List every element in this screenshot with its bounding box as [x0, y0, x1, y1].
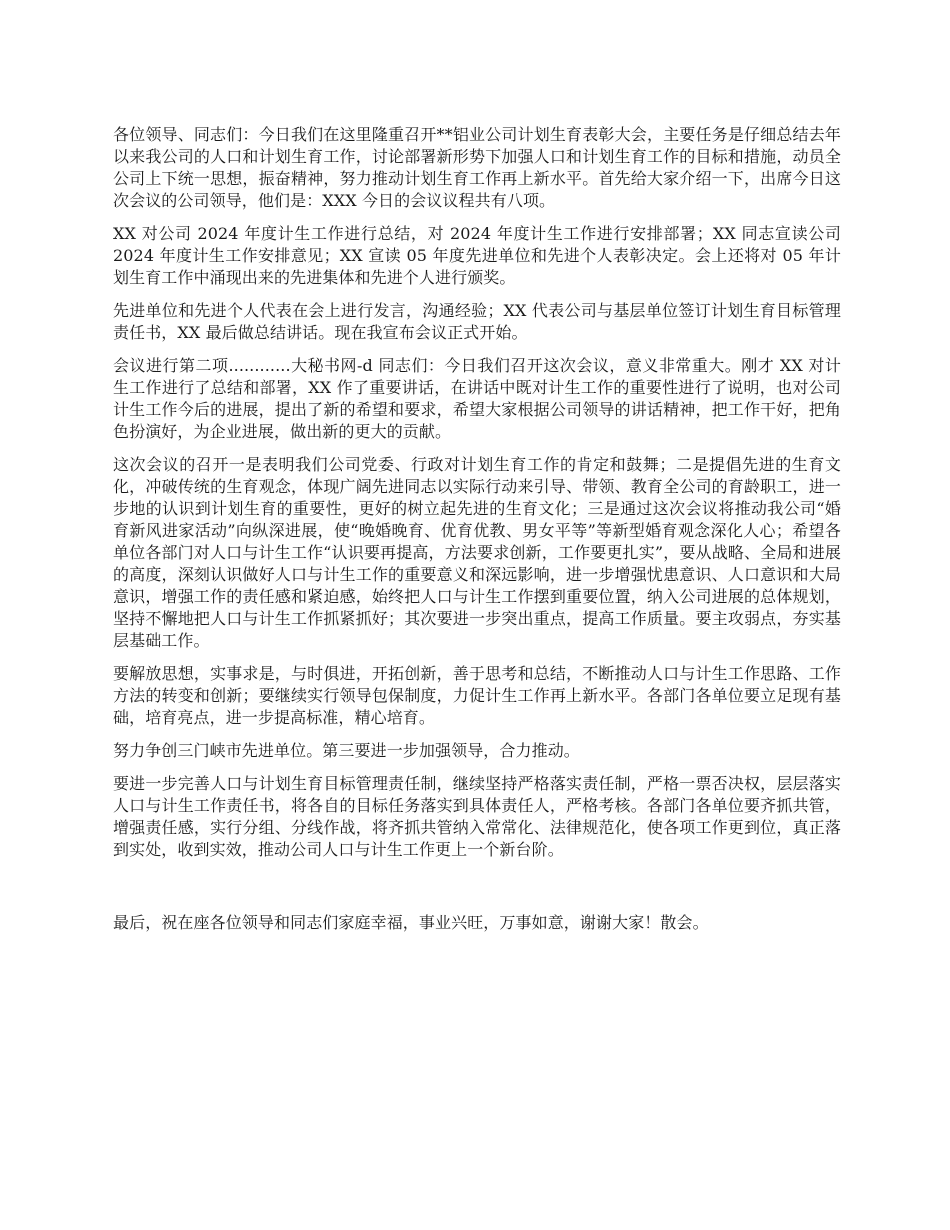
document-body	[113, 124, 841, 945]
paragraph-significance: 这次会议的召开一是表明我们公司党委、行政对计划生育工作的肯定和鼓舞；二是提倡先进的生育文化，冲破传统的生育观念，体现广阔先进同志以实际行动来引导、带领、教育全公司的育龄职工，进一步地的认识到计划生育的重要性，更好的树立起先进的生育文化；三是通过这次会议将推动我公司“婚育新风进家活动”向纵深进展，使“晚婚晚育、优育优教、男女平等”等新型婚育观念深化人心；希望各单位各部门对人口与计生工作“认识要再提高，方法要求创新，工作要更扎实”，要从战略、全局和进展的高度，深刻认识做好人口与计生工作的重要意义和深远影响，进一步增强忧患意识、人口意识和大局意识，增强工作的责任感和紧迫感，始终把人口与计生工作摆到重要位置，纳入公司进展的总体规划，坚持不懈地把人口与计生工作抓紧抓好；其次要进一步突出重点，提高工作质量。要主攻弱点，夯实基层基础工作。	[113, 455, 841, 650]
paragraph-strive: 努力争创三门峡市先进单位。第三要进一步加强领导，合力推动。	[113, 741, 580, 760]
paragraph-opening: 各位领导、同志们：今日我们在这里隆重召开**铝业公司计划生育表彰大会，主要任务是仔细总结去年以来我公司的人口和计划生育工作，讨论部署新形势下加强人口和计划生育工作的目标和措施，动员全公司上下统一思想，振奋精神，努力推动计划生育工作再上新水平。首先给大家介绍一下，出席今日这次会议的公司领导，他们是：XXX 今日的会议议程共有八项。	[113, 125, 841, 210]
paragraph-second-item: 会议进行第二项............大秘书网-d 同志们：今日我们召开这次会议，意义非常重大。刚才 XX 对计生工作进行了总结和部署，XX 作了重要讲话，在讲话中既对计生工作的重要性进行了说明，也对公司计生工作今后的进展，提出了新的希望和要求，希望大家根据公司领导的讲话精神，把工作干好，把角色扮演好，为企业进展，做出新的更大的贡献。	[113, 356, 841, 441]
paragraph-spacer	[113, 872, 841, 912]
paragraph-responsibility: 要进一步完善人口与计划生育目标管理责任制，继续坚持严格落实责任制，严格一票否决权，层层落实人口与计生工作责任书，将各自的目标任务落实到具体责任人，严格考核。各部门各单位要齐抓共管，增强责任感，实行分组、分线作战，将齐抓共管纳入常常化、法律规范化，使各项工作更到位，真正落到实处，收到实效，推动公司人口与计生工作更上一个新台阶。	[113, 774, 841, 859]
paragraph-representatives: 先进单位和先进个人代表在会上进行发言，沟通经验；XX 代表公司与基层单位签订计划生育目标管理责任书，XX 最后做总结讲话。现在我宣布会议正式开始。	[113, 301, 841, 342]
paragraph-agenda: XX 对公司 2024 年度计生工作进行总结，对 2024 年度计生工作进行安排部署；XX 同志宣读公司 2024 年度计生工作安排意见；XX 宣读 05 年度先进单位和先进个人表彰决定。会上还将对 05 年计划生育工作中涌现出来的先进集体和先进个人进行颁奖。	[113, 224, 841, 287]
paragraph-emancipate: 要解放思想，实事求是，与时俱进，开拓创新，善于思考和总结，不断推动人口与计生工作思路、工作方法的转变和创新；要继续实行领导包保制度，力促计生工作再上新水平。各部门各单位要立足现有基础，培育亮点，进一步提高标准，精心培育。	[113, 664, 841, 727]
paragraph-closing: 最后，祝在座各位领导和同志们家庭幸福，事业兴旺，万事如意，谢谢大家！散会。	[113, 913, 709, 932]
